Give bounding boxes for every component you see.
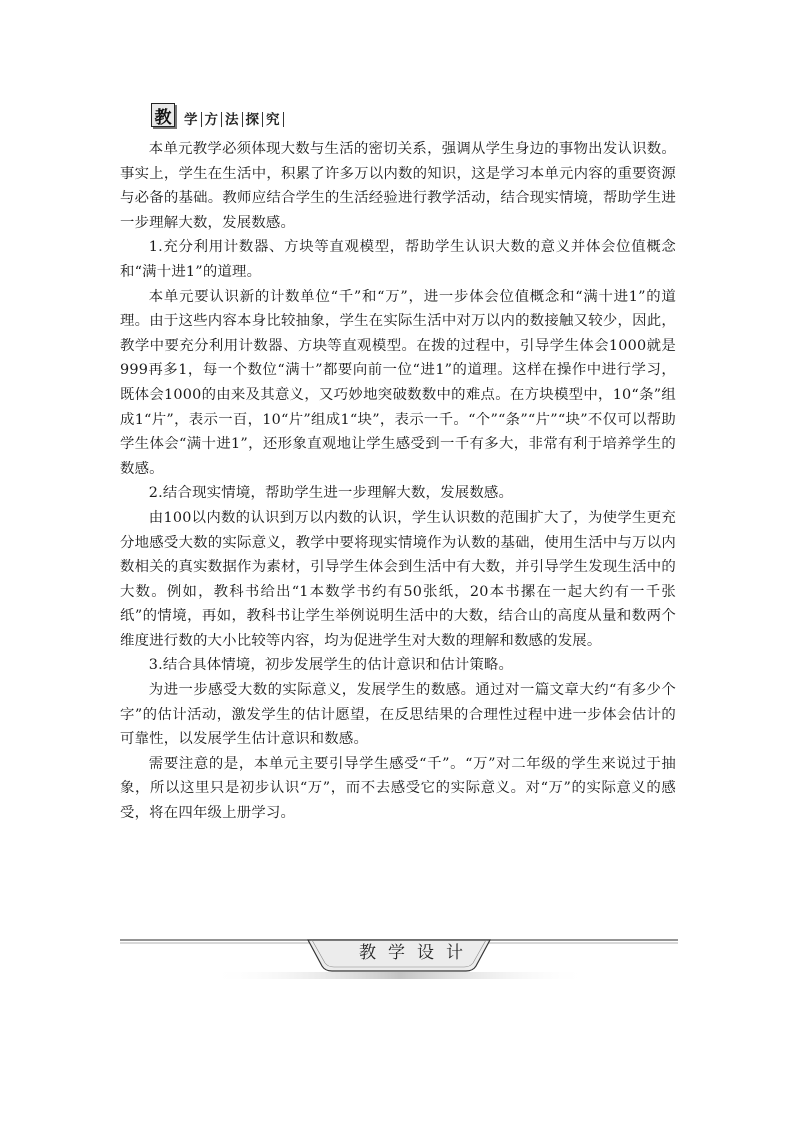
paragraph-point-2: 2.结合现实情境，帮助学生进一步理解大数，发展数感。	[148, 485, 514, 502]
section-header-box: 教	[151, 103, 175, 127]
paragraph-point-3: 3.结合具体情境，初步发展学生的估计意识和估计策略。	[148, 657, 514, 674]
section-header-char: 学	[184, 112, 198, 128]
paragraph-point-1-detail: 本单元要认识新的计数单位“千”和“万”，进一步体会位值概念和“满十进1”的道理。由于这些内容本身比较抽象，学生在实际生活中对万以内的数接触又较少，因此，教学中要充分利用计数器、方块等直观模型。在拨的过程中，引导学生体会1000就是999再多1，每一个数位“满十”都要向前一位“进1”的道理。这样在操作中进行学习，既体会1000的由来及其意义，又巧妙地突破数数中的难点。在方块模型中，10“条”组成1“片”，表示一百，10“片”组成1“块”，表示一千。“个”“条”“片”“块”不仅可以帮助学生体会“满十进1”，还形象直观地让学生感受到一千有多大，非常有利于培养学生的数感。	[120, 288, 676, 477]
paragraph-point-2-detail: 由100以内数的认识到万以内数的认识，学生认识数的范围扩大了，为使学生更充分地感受大数的实际意义，教学中要将现实情境作为认数的基础，使用生活中与万以内数相关的真实数据作为素材，引导学生体会到生活中有大数，并引导学生发现生活中的大数。例如，教科书给出“1本数学书约有50张纸，20本书摞在一起大约有一千张纸”的情境，再如，教科书让学生举例说明生活中的大数，结合山的高度从量和数两个维度进行数的大小比较等内容，均为促进学生对大数的理解和数感的发展。	[120, 509, 676, 649]
banner-title: 教学设计	[359, 943, 475, 963]
section-header-char: 探	[245, 112, 259, 128]
section-header-char: 法	[225, 112, 239, 128]
section-banner	[120, 930, 678, 990]
section-header-char: 方	[204, 112, 218, 128]
paragraph-intro: 本单元教学必须体现大数与生活的密切关系，强调从学生身边的事物出发认识数。事实上，学生在生活中，积累了许多万以内数的知识，这是学习本单元内容的重要资源与必备的基础。教师应结合学生的生活经验进行教学活动，结合现实情境，帮助学生进一步理解大数，发展数感。	[120, 141, 676, 231]
body-text	[120, 137, 676, 826]
section-header-char: 究	[266, 112, 280, 128]
paragraph-point-3-detail: 为进一步感受大数的实际意义，发展学生的数感。通过对一篇文章大约“有多少个字”的估计活动，激发学生的估计愿望，在反思结果的合理性过程中进一步体会估计的可靠性，以发展学生估计意识和数感。	[120, 682, 676, 748]
section-header-label	[181, 111, 284, 129]
paragraph-note: 需要注意的是，本单元主要引导学生感受“千”。“万”对二年级的学生来说过于抽象，所以这里只是初步认识“万”，而不去感受它的实际意义。对“万”的实际意义的感受，将在四年级上册学习。	[120, 755, 676, 822]
section-header-divider	[283, 112, 284, 127]
section-header	[151, 101, 284, 127]
paragraph-point-1: 1.充分利用计数器、方块等直观模型，帮助学生认识大数的意义并体会位值概念和“满十进1”的道理。	[120, 239, 676, 280]
